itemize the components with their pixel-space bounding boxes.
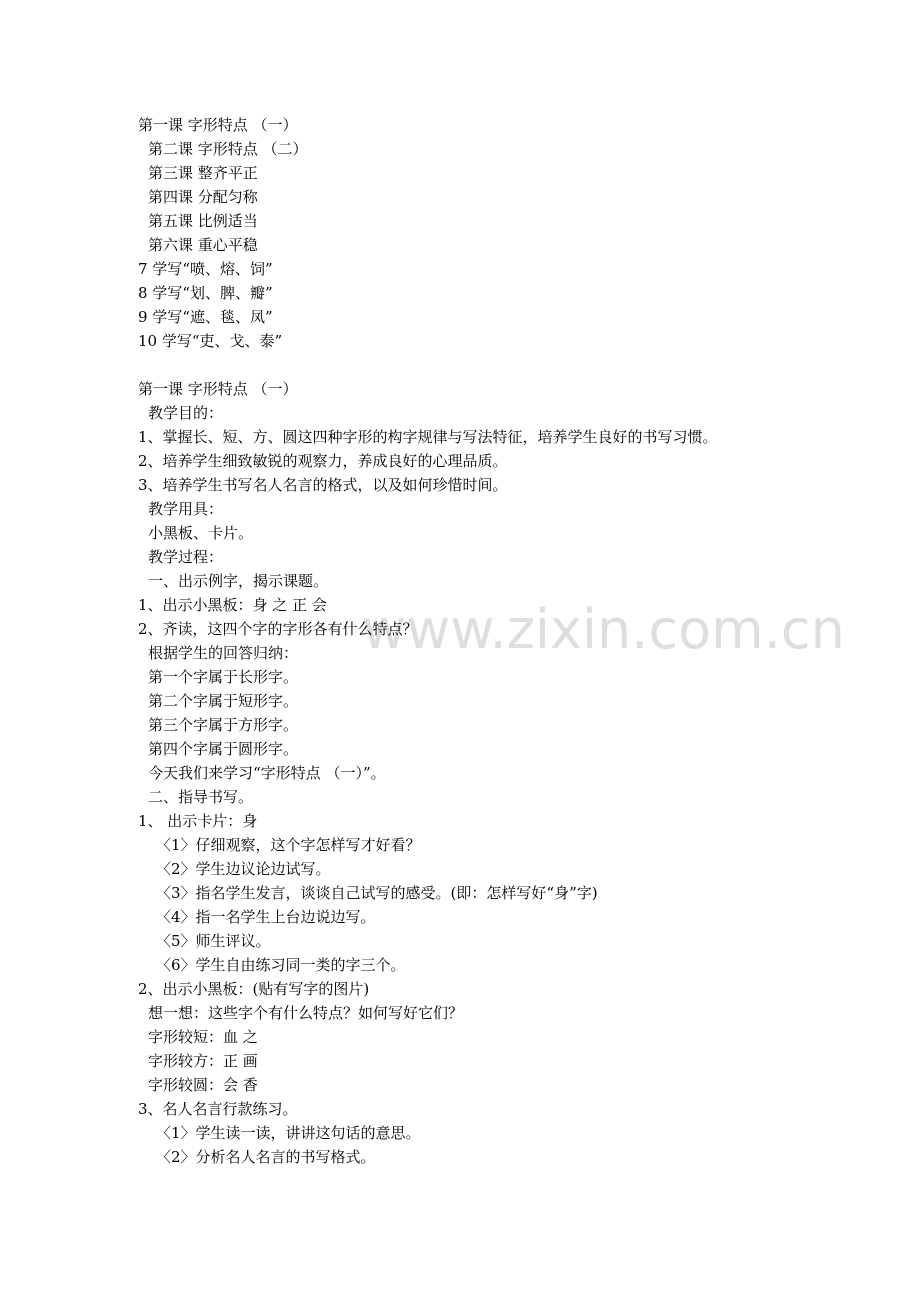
- objective-item: 3、培养学生书写名人名言的格式，以及如何珍惜时间。: [138, 476, 508, 494]
- watermark: www.zixin.com.cn: [362, 598, 845, 661]
- lesson-title: 第一课 字形特点 （一）: [138, 380, 298, 398]
- step2-note: 字形较圆：会 香: [148, 1076, 258, 1094]
- objectives-heading: 教学目的：: [148, 404, 224, 422]
- toc-item: 第六课 重心平稳: [148, 236, 258, 254]
- toc-item: 7 学写“喷、熔、饲”: [138, 260, 273, 278]
- step2-sub-item: 〈1〉仔细观察，这个字怎样写才好看？: [156, 836, 421, 854]
- step2-item: 2、出示小黑板：(贴有写字的图片): [138, 980, 370, 998]
- step2-heading: 二、指导书写。: [148, 788, 254, 806]
- tools-text: 小黑板、卡片。: [148, 524, 254, 542]
- toc-item: 第三课 整齐平正: [148, 164, 258, 182]
- step2-sub-item: 〈2〉学生边议论边试写。: [156, 860, 331, 878]
- step1-heading: 一、出示例字，揭示课题。: [148, 572, 329, 590]
- step2-item: 3、名人名言行款练习。: [138, 1100, 298, 1118]
- toc-item: 第二课 字形特点 （二）: [148, 140, 308, 158]
- tools-heading: 教学用具：: [148, 500, 224, 518]
- objective-item: 1、掌握长、短、方、圆这四种字形的构字规律与写法特征，培养学生良好的书写习惯。: [138, 428, 718, 446]
- step2-note: 字形较短：血 之: [148, 1028, 258, 1046]
- toc-item: 第一课 字形特点 （一）: [138, 116, 298, 134]
- step2-sub-item: 〈4〉指一名学生上台边说边写。: [156, 908, 376, 926]
- step2-sub-item: 〈6〉学生自由练习同一类的字三个。: [156, 956, 406, 974]
- step1-note: 第一个字属于长形字。: [148, 668, 299, 686]
- step2-sub-item: 〈5〉师生评议。: [156, 932, 271, 950]
- toc-item: 第五课 比例适当: [148, 212, 258, 230]
- step1-note: 今天我们来学习“字形特点 （一）”。: [148, 764, 386, 782]
- step1-item: 1、出示小黑板：身 之 正 会: [138, 596, 327, 614]
- step1-note: 根据学生的回答归纳：: [148, 644, 299, 662]
- step1-note: 第二个字属于短形字。: [148, 692, 299, 710]
- toc-item: 8 学写“划、脾、瓣”: [138, 284, 273, 302]
- step2-sub-item: 〈2〉分析名人名言的书写格式。: [156, 1148, 376, 1166]
- step2-sub-item: 〈3〉指名学生发言，谈谈自己试写的感受。(即：怎样写好“身”字): [156, 884, 598, 902]
- toc-item: 第四课 分配匀称: [148, 188, 258, 206]
- toc-item: 9 学写“遮、毯、凤”: [138, 308, 273, 326]
- step2-sub-item: 〈1〉学生读一读，讲讲这句话的意思。: [156, 1124, 421, 1142]
- process-heading: 教学过程：: [148, 548, 224, 566]
- objective-item: 2、培养学生细致敏锐的观察力，养成良好的心理品质。: [138, 452, 508, 470]
- toc-item: 10 学写“吏、戈、泰”: [138, 332, 283, 350]
- step2-note: 字形较方：正 画: [148, 1052, 258, 1070]
- step2-note: 想一想：这些字个有什么特点？如何写好它们？: [148, 1004, 464, 1022]
- step1-note: 第四个字属于圆形字。: [148, 740, 299, 758]
- step2-item: 1、 出示卡片：身: [138, 812, 258, 830]
- step1-note: 第三个字属于方形字。: [148, 716, 299, 734]
- step1-item: 2、齐读，这四个字的字形各有什么特点？: [138, 620, 418, 638]
